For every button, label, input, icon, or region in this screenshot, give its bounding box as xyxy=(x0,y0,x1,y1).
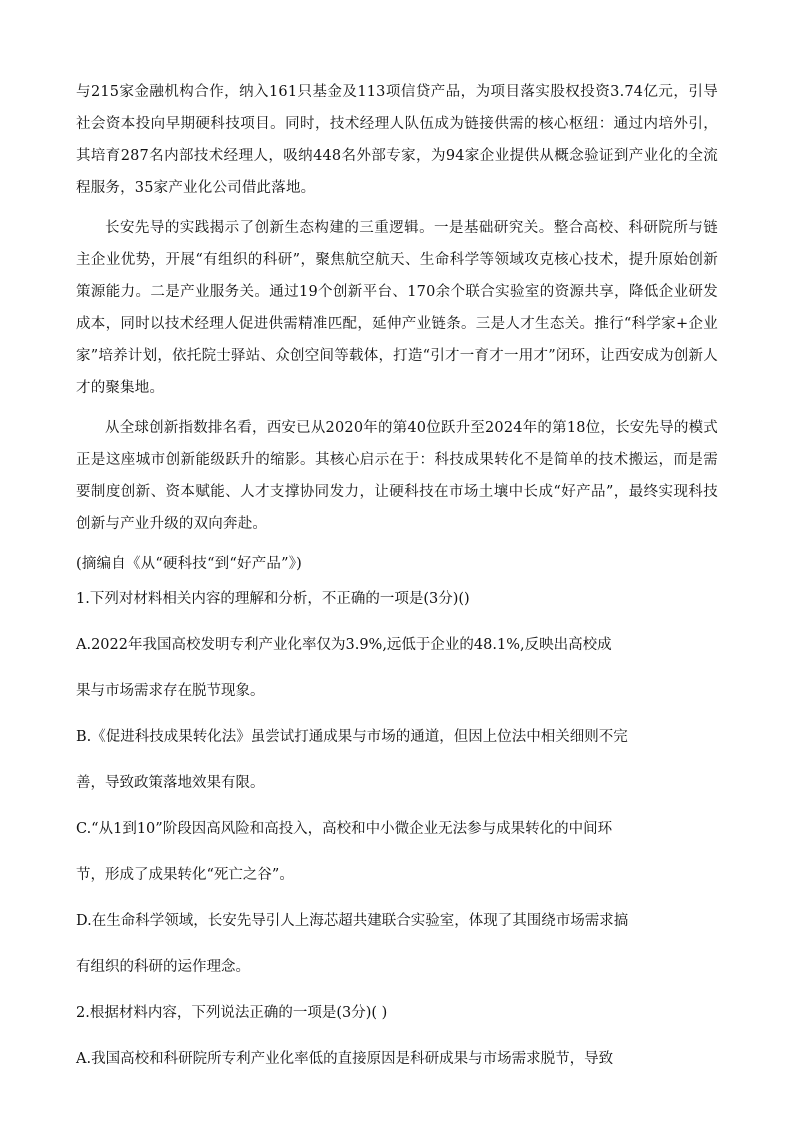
passage-paragraph-3: 从全球创新指数排名看，西安已从2020年的第40位跃升至2024年的第18位，长安先导的模式正是这座城市创新能级跃升的缩影。其核心启示在于：科技成果转化不是简单的技术搬运，而是需要制度创新、资本赋能、人才支撑协同发力，让硬科技在市场土壤中长成“好产品”，最终实现科技创新与产业升级的双向奔赴。 xyxy=(76,420,718,532)
document-body xyxy=(76,76,718,1094)
question-1-option-c-line-2: 节，形成了成果转化“死亡之谷”。 xyxy=(76,867,294,883)
question-2-stem: 2.根据材料内容，下列说法正确的一项是(3分)( ) xyxy=(76,1005,388,1021)
question-2-option-a-line-1: A.我国高校和科研院所专利产业化率低的直接原因是科研成果与市场需求脱节，导致 xyxy=(76,1051,614,1067)
question-1-option-d-line-2: 有组织的科研的运作理念。 xyxy=(76,959,250,975)
question-1-option-c-line-1: C.“从1到10”阶段因高风险和高投入，高校和中小微企业无法参与成果转化的中间环 xyxy=(76,821,613,837)
passage-paragraph-2: 长安先导的实践揭示了创新生态构建的三重逻辑。一是基础研究关。整合高校、科研院所与链主企业优势，开展“有组织的科研”，聚焦航空航天、生命科学等领域攻克核心技术，提升原始创新策源能力。二是产业服务关。通过19个创新平台、170余个联合实验室的资源共享，降低企业研发成本，同时以技术经理人促进供需精准匹配，延伸产业链条。三是人才生态关。推行“科学家+企业家”培养计划，依托院士驿站、众创空间等载体，打造“引才一育才一用才”闭环，让西安成为创新人才的聚集地。 xyxy=(76,220,718,396)
question-1-option-d-line-1: D.在生命科学领域，长安先导引人上海芯超共建联合实验室，体现了其围绕市场需求搞 xyxy=(76,913,629,929)
passage-paragraph-1: 与215家金融机构合作，纳入161只基金及113项信贷产品，为项目落实股权投资3.74亿元，引导社会资本投向早期硬科技项目。同时，技术经理人队伍成为链接供需的核心枢纽：通过内培外引，其培育287名内部技术经理人，吸纳448名外部专家，为94家企业提供从概念验证到产业化的全流程服务，35家产业化公司借此落地。 xyxy=(76,84,718,196)
question-1-option-a-line-1: A.2022年我国高校发明专利产业化率仅为3.9%,远低于企业的48.1%,反映出高校成 xyxy=(76,637,612,653)
question-1-stem: 1.下列对材料相关内容的理解和分析，不正确的一项是(3分)() xyxy=(76,591,470,607)
question-1-option-b-line-1: B.《促进科技成果转化法》虽尝试打通成果与市场的通道，但因上位法中相关细则不完 xyxy=(76,729,628,745)
question-1-option-b-line-2: 善，导致政策落地效果有限。 xyxy=(76,775,265,791)
question-1-option-a-line-2: 果与市场需求存在脱节现象。 xyxy=(76,683,265,699)
source-citation: (摘编自《从“硬科技“到“好产品”》) xyxy=(76,556,303,572)
